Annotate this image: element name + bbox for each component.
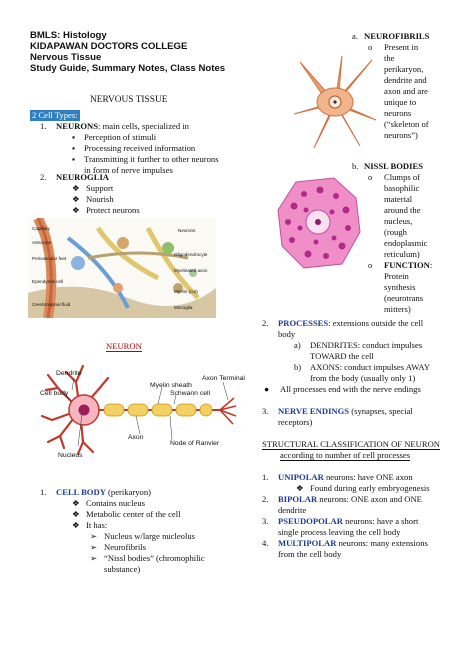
list-item: It has: <box>86 520 108 530</box>
multipolar-desc-cont: from the cell body <box>278 549 342 559</box>
list-item: Perception of stimuli <box>84 132 157 142</box>
item-number: 4. <box>262 538 269 548</box>
processes-label: PROCESSES <box>278 318 329 328</box>
cell-body-label: CELL BODY <box>56 487 106 497</box>
axons-text: AXONS: conduct impulses AWAY <box>310 362 431 372</box>
bullet-diamond: ❖ <box>72 194 80 204</box>
unipolar-desc: neurons: have ONE axon <box>323 472 413 482</box>
classification-title: STRUCTURAL CLASSIFICATION OF NEURON <box>262 439 441 449</box>
bullet-diamond: ❖ <box>72 509 80 519</box>
list-item: axon and are <box>384 86 428 96</box>
list-item: unique to <box>384 97 417 107</box>
sub-letter: b) <box>294 362 302 372</box>
arrow-bullet: ➢ <box>90 542 98 552</box>
list-item: substance) <box>104 564 141 574</box>
unipolar-label: UNIPOLAR <box>278 472 324 482</box>
bullet-circle: o <box>368 260 373 270</box>
list-item: the <box>384 53 395 63</box>
list-item: Protein <box>384 271 409 281</box>
neurons-label: NEURONS <box>56 121 99 131</box>
list-item: endoplasmic <box>384 238 428 248</box>
item-number: 3. <box>262 406 269 416</box>
nissl-bodies-title: NISSL BODIES <box>364 161 423 171</box>
list-item: synthesis <box>384 282 416 292</box>
glia-label-neurons: Neurons <box>178 228 196 233</box>
bipolar-label: BIPOLAR <box>278 494 318 504</box>
list-item: Metabolic center of the cell <box>86 509 181 519</box>
bullet-diamond: ❖ <box>296 483 304 493</box>
nissl-bodies-image <box>276 176 362 270</box>
processes-note: All processes end with the nerve endings <box>280 384 421 394</box>
item-number: 1. <box>40 487 47 497</box>
glia-label-ependymal: Ependymal cell <box>32 279 64 284</box>
bipolar-desc-cont: dendrite <box>278 505 307 515</box>
bullet-diamond: ❖ <box>72 498 80 508</box>
list-item: Neurofibrils <box>104 542 147 552</box>
glia-label-myelinated: Myelinated axon <box>174 268 208 273</box>
header-subtitle: Study Guide, Summary Notes, Class Notes <box>30 63 226 74</box>
bullet-diamond: ❖ <box>72 183 80 193</box>
processes-desc-cont: body <box>278 329 296 339</box>
list-item: dendrite and <box>384 75 427 85</box>
list-item: Processing received information <box>84 143 196 153</box>
list-item: Present in <box>384 42 419 52</box>
header-course: BMLS: Histology <box>30 30 107 41</box>
neurofibrils-title: NEUROFIBRILS <box>364 31 430 41</box>
dendrites-text-cont: TOWARD the cell <box>310 351 374 361</box>
list-item: mitters) <box>384 304 411 314</box>
pseudopolar-desc: neurons: have a short <box>342 516 419 526</box>
list-item: basophilic <box>384 183 420 193</box>
cell-body-desc: (perikaryon) <box>105 487 152 497</box>
item-number: 1. <box>40 121 47 131</box>
b-label: b. <box>352 161 359 171</box>
list-item: nucleus, <box>384 216 413 226</box>
arrow-bullet: ➢ <box>90 531 98 541</box>
nerve-endings-desc-cont: receptors) <box>278 417 313 427</box>
nerve-endings-desc: (synapses, special <box>349 406 413 416</box>
dendrites-text: DENDRITES: conduct impulses <box>310 340 423 350</box>
glia-label-microglia: Microglia <box>174 305 193 310</box>
processes-desc: : extensions outside the cell <box>328 318 424 328</box>
bullet-diamond: ❖ <box>72 520 80 530</box>
header-topic: Nervous Tissue <box>30 52 102 63</box>
axons-text-cont: from the body (usually only 1) <box>310 373 416 383</box>
bipolar-desc: neurons: ONE axon and ONE <box>317 494 422 504</box>
list-item: reticulum) <box>384 249 420 259</box>
neuron-heading: NEURON <box>106 341 142 351</box>
sub-letter: a) <box>294 340 301 350</box>
list-item: around the <box>384 205 421 215</box>
bullet-diamond: ❖ <box>72 205 80 215</box>
item-number: 2. <box>262 494 269 504</box>
cell-types-heading: 2 Cell Types: <box>32 110 78 120</box>
glia-label-perivascular: Perivascular feet <box>32 256 67 261</box>
list-item: Support <box>86 183 114 193</box>
neuroglia-label: NEUROGLIA <box>56 172 110 182</box>
list-item: Clumps of <box>384 172 421 182</box>
list-item: Protect neurons <box>86 205 140 215</box>
list-item: (neurotrans <box>384 293 424 303</box>
list-item: “Nissl bodies” (chromophilic <box>104 553 205 563</box>
neuron-label-axon-terminal: Axon Terminal <box>202 375 245 382</box>
neuron-label-myelin: Myelin sheath <box>150 382 192 389</box>
classification-subtitle: according to number of cell processes <box>280 450 411 460</box>
neurons-desc: : main cells, specialized in <box>98 121 189 131</box>
header-school: KIDAPAWAN DOCTORS COLLEGE <box>30 41 188 52</box>
bullet-dot: ● <box>264 384 270 394</box>
neurofibrils-image <box>292 54 378 150</box>
glia-label-myelin-cut: Myelin (cut) <box>174 289 198 294</box>
list-item: Transmitting it further to other neurons <box>84 154 219 164</box>
item-number: 1. <box>262 472 269 482</box>
list-item: Contains nucleus <box>86 498 145 508</box>
list-item: neurons <box>384 108 412 118</box>
function-label: FUNCTION <box>384 260 430 270</box>
bullet-circle: o <box>368 42 373 52</box>
item-number: 3. <box>262 516 269 526</box>
item-number: 2. <box>262 318 269 328</box>
pseudopolar-label: PSEUDOPOLAR <box>278 516 343 526</box>
bullet-square: ▪ <box>72 143 76 153</box>
glia-label-astrocyte: Astrocyte <box>32 240 52 245</box>
bullet-square: ▪ <box>72 154 76 164</box>
list-item: perikaryon, <box>384 64 424 74</box>
list-item: (“skeleton of <box>384 119 429 129</box>
nerve-endings-label: NERVE ENDINGS <box>278 406 350 416</box>
arrow-bullet: ➢ <box>90 553 98 563</box>
list-item: Nucleus w/large nucleolus <box>104 531 196 541</box>
neuron-label-axon: Axon <box>128 434 144 441</box>
neuron-label-ranvier: Node of Ranvier <box>170 440 220 447</box>
list-item: Found during early embryogenesis <box>310 483 430 493</box>
bullet-circle: o <box>368 172 373 182</box>
neuron-label-nucleus: Nucleus <box>58 452 83 459</box>
a-label: a. <box>352 31 358 41</box>
glia-label-capillary: Capillary <box>32 226 50 231</box>
neuron-label-cell-body: Cell body <box>40 390 69 397</box>
item-number: 2. <box>40 172 47 182</box>
list-item: material <box>384 194 413 204</box>
list-item: Nourish <box>86 194 114 204</box>
bullet-square: ▪ <box>72 132 76 142</box>
glia-label-csf: Cerebrospinal fluid <box>32 302 71 307</box>
list-item: (rough <box>384 227 407 237</box>
glia-label-oligodendrocyte: Oligodendrocyte <box>174 252 208 257</box>
page-title: NERVOUS TISSUE <box>90 95 168 105</box>
multipolar-desc: neurons: many extensions <box>336 538 428 548</box>
pseudopolar-desc-cont: single process leaving the cell body <box>278 527 401 537</box>
multipolar-label: MULTIPOLAR <box>278 538 337 548</box>
list-item: neurons”) <box>384 130 418 140</box>
list-item: in form of nerve impulses <box>84 165 173 175</box>
neuron-label-dendrite: Dendrite <box>56 370 82 377</box>
neuron-label-schwann: Schwann cell <box>170 390 211 397</box>
